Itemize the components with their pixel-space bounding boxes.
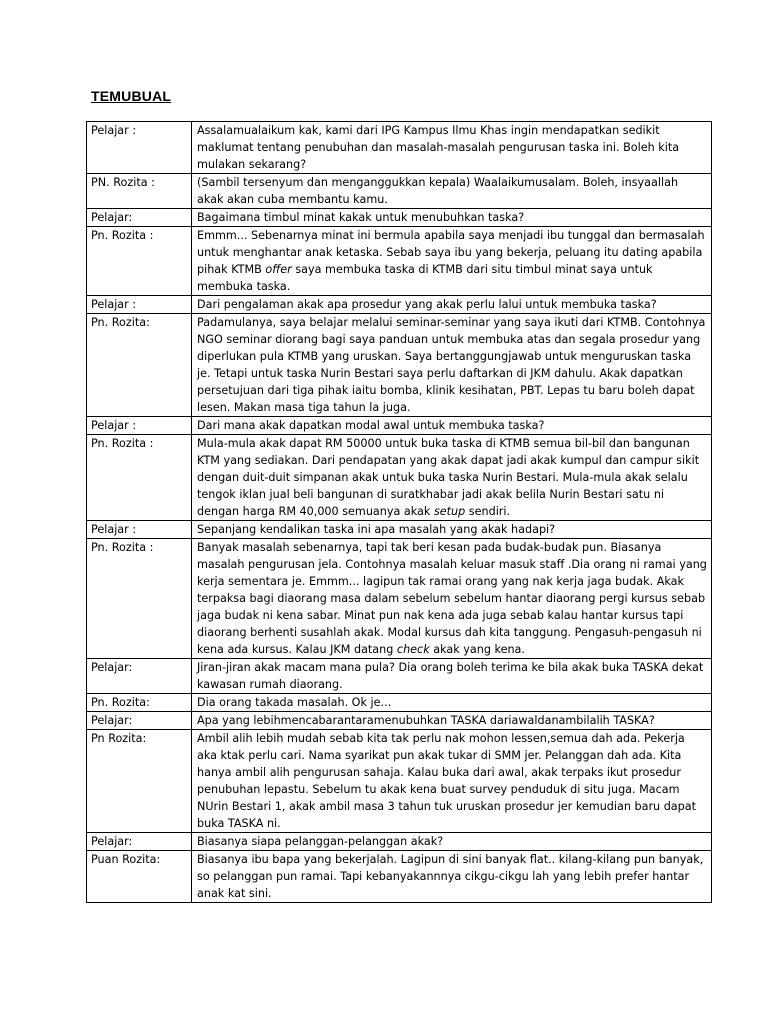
italic-term: setup bbox=[433, 505, 466, 518]
dialogue-text: Banyak masalah sebenarnya, tapi tak beri kesan pada budak-budak pun. Biasanya masalah pengurusan jela. Contohnya masalah keluar masuk staff .Dia orang ni ramai yang kerja sementara je. Emmm... lagipun tak ramai orang yang nak kerja jaga budak. Akak terpaksa bagi diaorang masa dalam sebelum sebelum hantar diaorang pergi kursus sebab jaga budak ni kena sabar. Minat pun nak kena ada juga sebab kalau hantar kursus tapi diaorang berhenti susahlah akak. Modal kursus dah kita tanggung. Pengasuh-pengasuh ni kena ada kursus. Kalau JKM datang bbox=[197, 541, 707, 656]
dialogue-cell: Biasanya siapa pelanggan-pelanggan akak? bbox=[192, 833, 712, 851]
table-row bbox=[87, 314, 712, 417]
table-row bbox=[87, 851, 712, 903]
dialogue-cell: Apa yang lebihmencabarantaramenubuhkan TASKA dariawaldanambilalih TASKA? bbox=[192, 712, 712, 730]
dialogue-text: saya membuka taska di KTMB dari situ timbul minat saya untuk membuka taska. bbox=[197, 263, 653, 293]
speaker-cell: Pelajar : bbox=[87, 122, 192, 174]
table-row bbox=[87, 694, 712, 712]
dialogue-cell: Dia orang takada masalah. Ok je... bbox=[192, 694, 712, 712]
table-row bbox=[87, 539, 712, 659]
dialogue-cell: Dari mana akak dapatkan modal awal untuk membuka taska? bbox=[192, 417, 712, 435]
speaker-cell: Pn. Rozita : bbox=[87, 227, 192, 296]
speaker-cell: Pelajar: bbox=[87, 833, 192, 851]
dialogue-cell: Sepanjang kendalikan taska ini apa masalah yang akak hadapi? bbox=[192, 521, 712, 539]
speaker-cell: Pn Rozita: bbox=[87, 730, 192, 833]
interview-table-body bbox=[87, 122, 712, 903]
table-row bbox=[87, 227, 712, 296]
table-row bbox=[87, 712, 712, 730]
dialogue-cell bbox=[192, 227, 712, 296]
table-row bbox=[87, 296, 712, 314]
italic-term: offer bbox=[265, 263, 292, 276]
dialogue-cell: Ambil alih lebih mudah sebab kita tak perlu nak mohon lessen,semua dah ada. Pekerja aka ktak perlu cari. Nama syarikat pun akak tukar di SMM jer. Pelanggan dah ada. Kita hanya ambil alih pengurusan sahaja. Kalau buka dari awal, akak terpaks ikut prosedur penubuhan lepastu. Sebelum tu akak kena buat survey penduduk di situ juga. Macam NUrin Bestari 1, akak ambil masa 3 tahun tuk uruskan prosedur jer kemudian baru dapat buka TASKA ni. bbox=[192, 730, 712, 833]
speaker-cell: Pn. Rozita : bbox=[87, 435, 192, 521]
speaker-cell: Puan Rozita: bbox=[87, 851, 192, 903]
dialogue-cell: Biasanya ibu bapa yang bekerjalah. Lagipun di sini banyak flat.. kilang-kilang pun banyak, so pelanggan pun ramai. Tapi kebanyakannnya cikgu-cikgu lah yang lebih prefer hantar anak kat sini. bbox=[192, 851, 712, 903]
speaker-cell: Pn. Rozita : bbox=[87, 539, 192, 659]
speaker-cell: Pn. Rozita: bbox=[87, 314, 192, 417]
table-row bbox=[87, 174, 712, 209]
dialogue-cell: Assalamualaikum kak, kami dari IPG Kampus Ilmu Khas ingin mendapatkan sedikit maklumat tentang penubuhan dan masalah-masalah pengurusan taska ini. Boleh kita mulakan sekarang? bbox=[192, 122, 712, 174]
dialogue-text: akak yang kena. bbox=[429, 643, 525, 656]
table-row bbox=[87, 122, 712, 174]
dialogue-text: Mula-mula akak dapat RM 50000 untuk buka taska di KTMB semua bil-bil dan bangunan KTM yang sediakan. Dari pendapatan yang akak dapat jadi akak kumpul dan campur sikit dengan duit-duit simpanan akak untuk buka taska Nurin Bestari. Mula-mula akak selalu tengok iklan jual beli bangunan di suratkhabar jadi akak belila Nurin Bestari satu ni dengan harga RM 40,000 semuanya akak bbox=[197, 437, 700, 518]
speaker-cell: Pelajar: bbox=[87, 209, 192, 227]
dialogue-cell bbox=[192, 435, 712, 521]
dialogue-cell: (Sambil tersenyum dan menganggukkan kepala) Waalaikumusalam. Boleh, insyaallah akak akan cuba membantu kamu. bbox=[192, 174, 712, 209]
dialogue-cell: Dari pengalaman akak apa prosedur yang akak perlu lalui untuk membuka taska? bbox=[192, 296, 712, 314]
table-row bbox=[87, 730, 712, 833]
speaker-cell: Pelajar : bbox=[87, 417, 192, 435]
speaker-cell: PN. Rozita : bbox=[87, 174, 192, 209]
table-row bbox=[87, 435, 712, 521]
dialogue-cell: Bagaimana timbul minat kakak untuk menubuhkan taska? bbox=[192, 209, 712, 227]
speaker-cell: Pelajar: bbox=[87, 659, 192, 694]
dialogue-cell: Padamulanya, saya belajar melalui seminar-seminar yang saya ikuti dari KTMB. Contohnya NGO seminar diorang bagi saya panduan untuk membuka atas dan segala prosedur yang diperlukan pula KTMB yang uruskan. Saya bertanggungjawab untuk menguruskan taska je. Tetapi untuk taska Nurin Bestari saya perlu daftarkan di JKM dahulu. Akak dapatkan persetujuan dari tiga pihak iaitu bomba, klinik kesihatan, PBT. Lepas tu baru boleh dapat lesen. Makan masa tiga tahun la juga. bbox=[192, 314, 712, 417]
dialogue-cell: Jiran-jiran akak macam mana pula? Dia orang boleh terima ke bila akak buka TASKA dekat kawasan rumah diaorang. bbox=[192, 659, 712, 694]
speaker-cell: Pelajar : bbox=[87, 296, 192, 314]
interview-table bbox=[86, 121, 712, 903]
table-row bbox=[87, 521, 712, 539]
table-row bbox=[87, 833, 712, 851]
dialogue-cell bbox=[192, 539, 712, 659]
speaker-cell: Pelajar : bbox=[87, 521, 192, 539]
page-title: TEMUBUAL bbox=[91, 88, 172, 104]
table-row bbox=[87, 659, 712, 694]
table-row bbox=[87, 417, 712, 435]
speaker-cell: Pn. Rozita: bbox=[87, 694, 192, 712]
speaker-cell: Pelajar: bbox=[87, 712, 192, 730]
dialogue-text: Emmm... Sebenarnya minat ini bermula apabila saya menjadi ibu tunggal dan bermasalah untuk menghantar anak ketaska. Sebab saya ibu yang bekerja, peluang itu dating apabila pihak KTMB bbox=[197, 229, 705, 276]
dialogue-text: sendiri. bbox=[465, 505, 511, 518]
italic-term: check bbox=[396, 643, 430, 656]
table-row bbox=[87, 209, 712, 227]
